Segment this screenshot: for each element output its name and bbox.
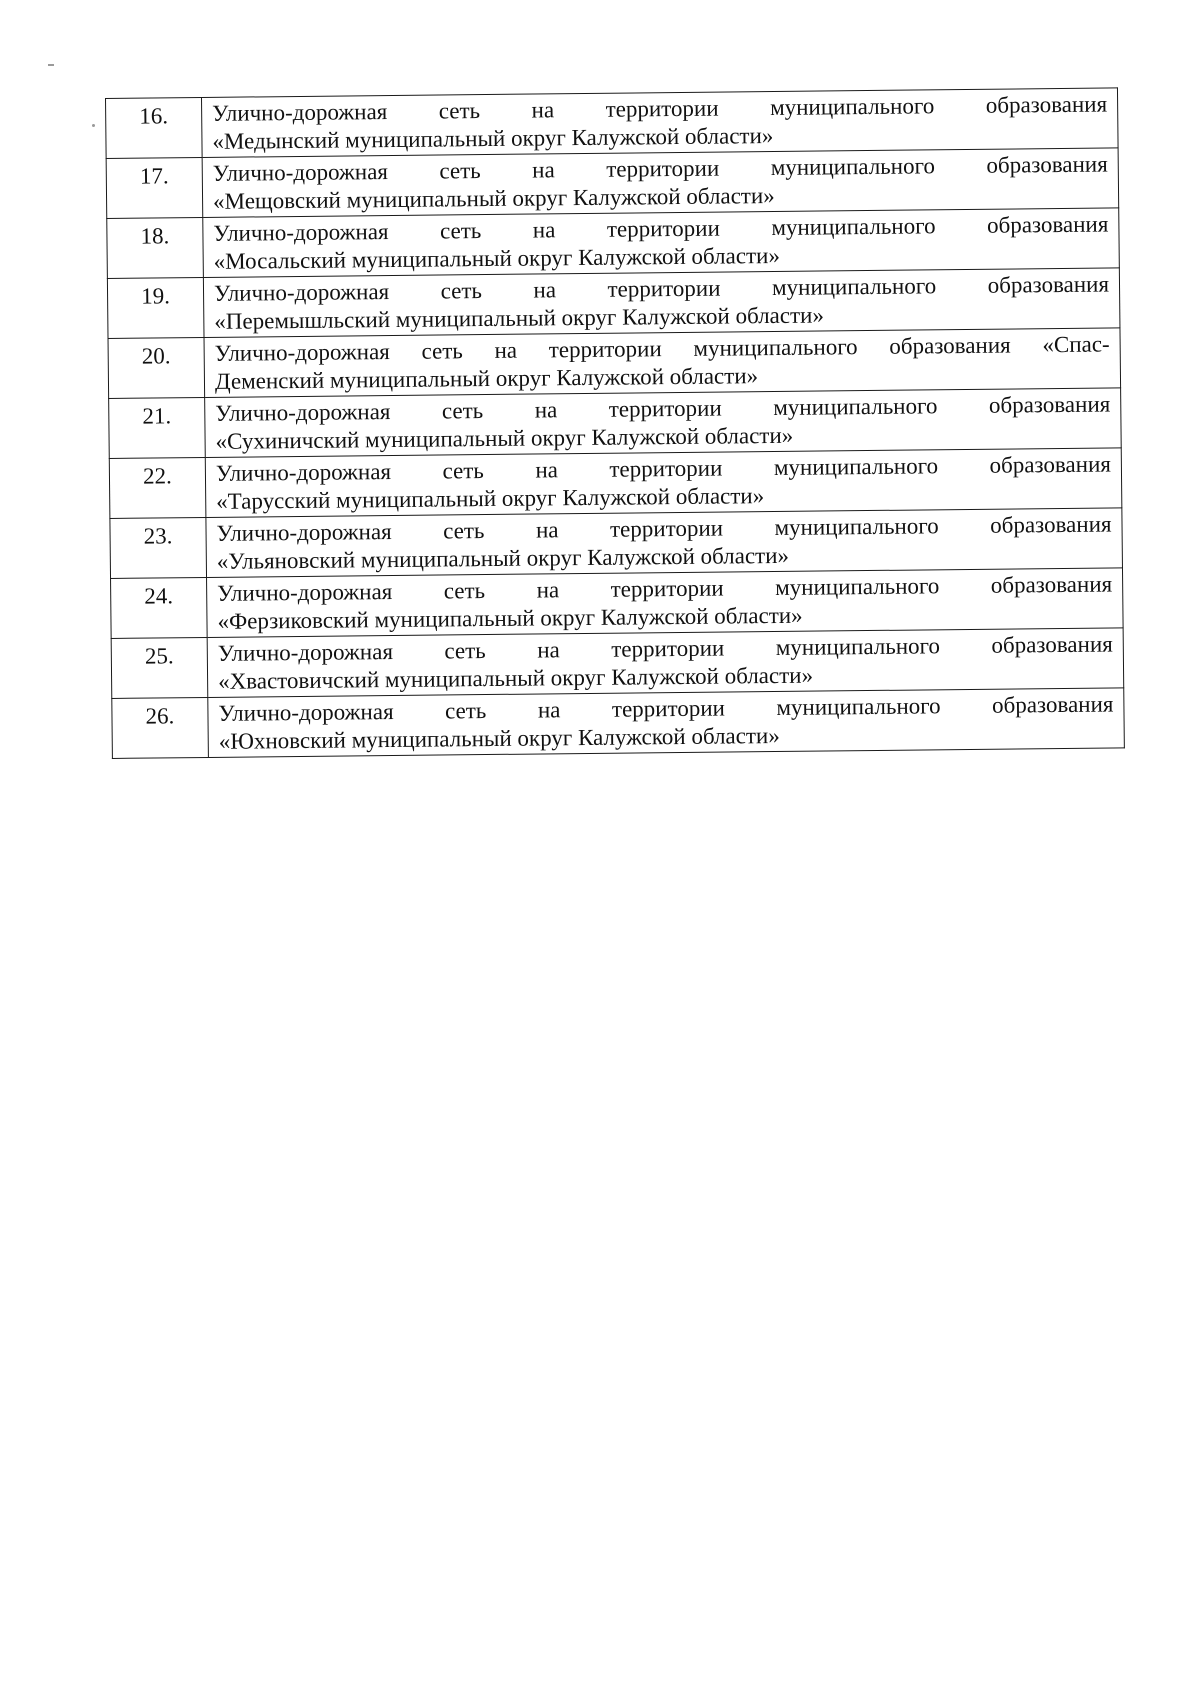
table-row: [108, 328, 1121, 399]
table-row: [107, 208, 1120, 279]
row-number: 19.: [107, 277, 204, 338]
row-description: [202, 148, 1119, 218]
description-line-2: «Перемышльский муниципальный округ Калужской области»: [214, 302, 825, 334]
row-number: 16.: [106, 97, 203, 158]
row-number: 22.: [109, 457, 206, 518]
row-description: [208, 688, 1125, 758]
row-description: [207, 568, 1124, 638]
row-description: [204, 328, 1121, 398]
row-description: [205, 388, 1122, 458]
scan-speck: [92, 124, 95, 127]
row-description: [205, 448, 1122, 518]
row-number: 23.: [110, 517, 207, 578]
row-number: 20.: [108, 337, 205, 398]
description-line-1: Улично-дорожная сеть на территории муниципального образования: [216, 511, 1112, 546]
table-row: [109, 448, 1122, 519]
row-number: 25.: [111, 637, 208, 698]
description-line-2: «Ферзиковский муниципальный округ Калужской области»: [217, 602, 803, 634]
description-line-2: «Хвастовичский муниципальный округ Калужской области»: [217, 662, 814, 694]
description-line-1: Улично-дорожная сеть на территории муниципального образования: [213, 211, 1109, 246]
description-line-2: «Ульяновский муниципальный округ Калужской области»: [216, 542, 790, 574]
table-row: [106, 148, 1119, 219]
table-row: [112, 688, 1125, 759]
row-number: 24.: [111, 577, 208, 638]
description-line-1: Улично-дорожная сеть на территории муниципального образования: [212, 91, 1108, 126]
description-line-2: «Тарусский муниципальный округ Калужской области»: [216, 483, 765, 514]
scan-speck: [48, 64, 54, 66]
table-row: [111, 628, 1124, 699]
description-line-2: «Медынский муниципальный округ Калужской области»: [212, 123, 774, 154]
row-number: 26.: [112, 697, 209, 758]
row-description: [207, 628, 1124, 698]
row-description: [203, 208, 1120, 278]
row-number: 17.: [106, 157, 203, 218]
description-line-1: Улично-дорожная сеть на территории муниципального образования: [212, 151, 1108, 186]
row-number: 18.: [107, 217, 204, 278]
road-network-table: [105, 87, 1124, 759]
row-description: [203, 268, 1120, 338]
table-row: [107, 268, 1120, 339]
table-row: [110, 508, 1123, 579]
description-line-1: Улично-дорожная сеть на территории муниципального образования: [215, 391, 1111, 426]
row-number: 21.: [109, 397, 206, 458]
description-line-2: Деменский муниципальный округ Калужской области»: [214, 363, 759, 394]
table: [105, 87, 1125, 759]
description-line-2: «Мещовский муниципальный округ Калужской области»: [212, 182, 775, 214]
row-description: [206, 508, 1123, 578]
row-description: [201, 88, 1118, 158]
table-row: [109, 388, 1122, 459]
description-line-2: «Сухиничский муниципальный округ Калужской области»: [215, 422, 794, 454]
table-row: [111, 568, 1124, 639]
table-row: [106, 88, 1119, 159]
description-line-1: Улично-дорожная сеть на территории муниципального образования «Спас-: [214, 331, 1110, 366]
description-line-1: Улично-дорожная сеть на территории муниципального образования: [217, 631, 1113, 666]
description-line-1: Улично-дорожная сеть на территории муниципального образования: [218, 691, 1114, 726]
description-line-2: «Мосальский муниципальный округ Калужской области»: [213, 242, 781, 274]
description-line-2: «Юхновский муниципальный округ Калужской области»: [218, 722, 780, 754]
description-line-1: Улично-дорожная сеть на территории муниципального образования: [217, 571, 1113, 606]
description-line-1: Улично-дорожная сеть на территории муниципального образования: [215, 451, 1112, 486]
description-line-1: Улично-дорожная сеть на территории муниципального образования: [213, 271, 1110, 306]
